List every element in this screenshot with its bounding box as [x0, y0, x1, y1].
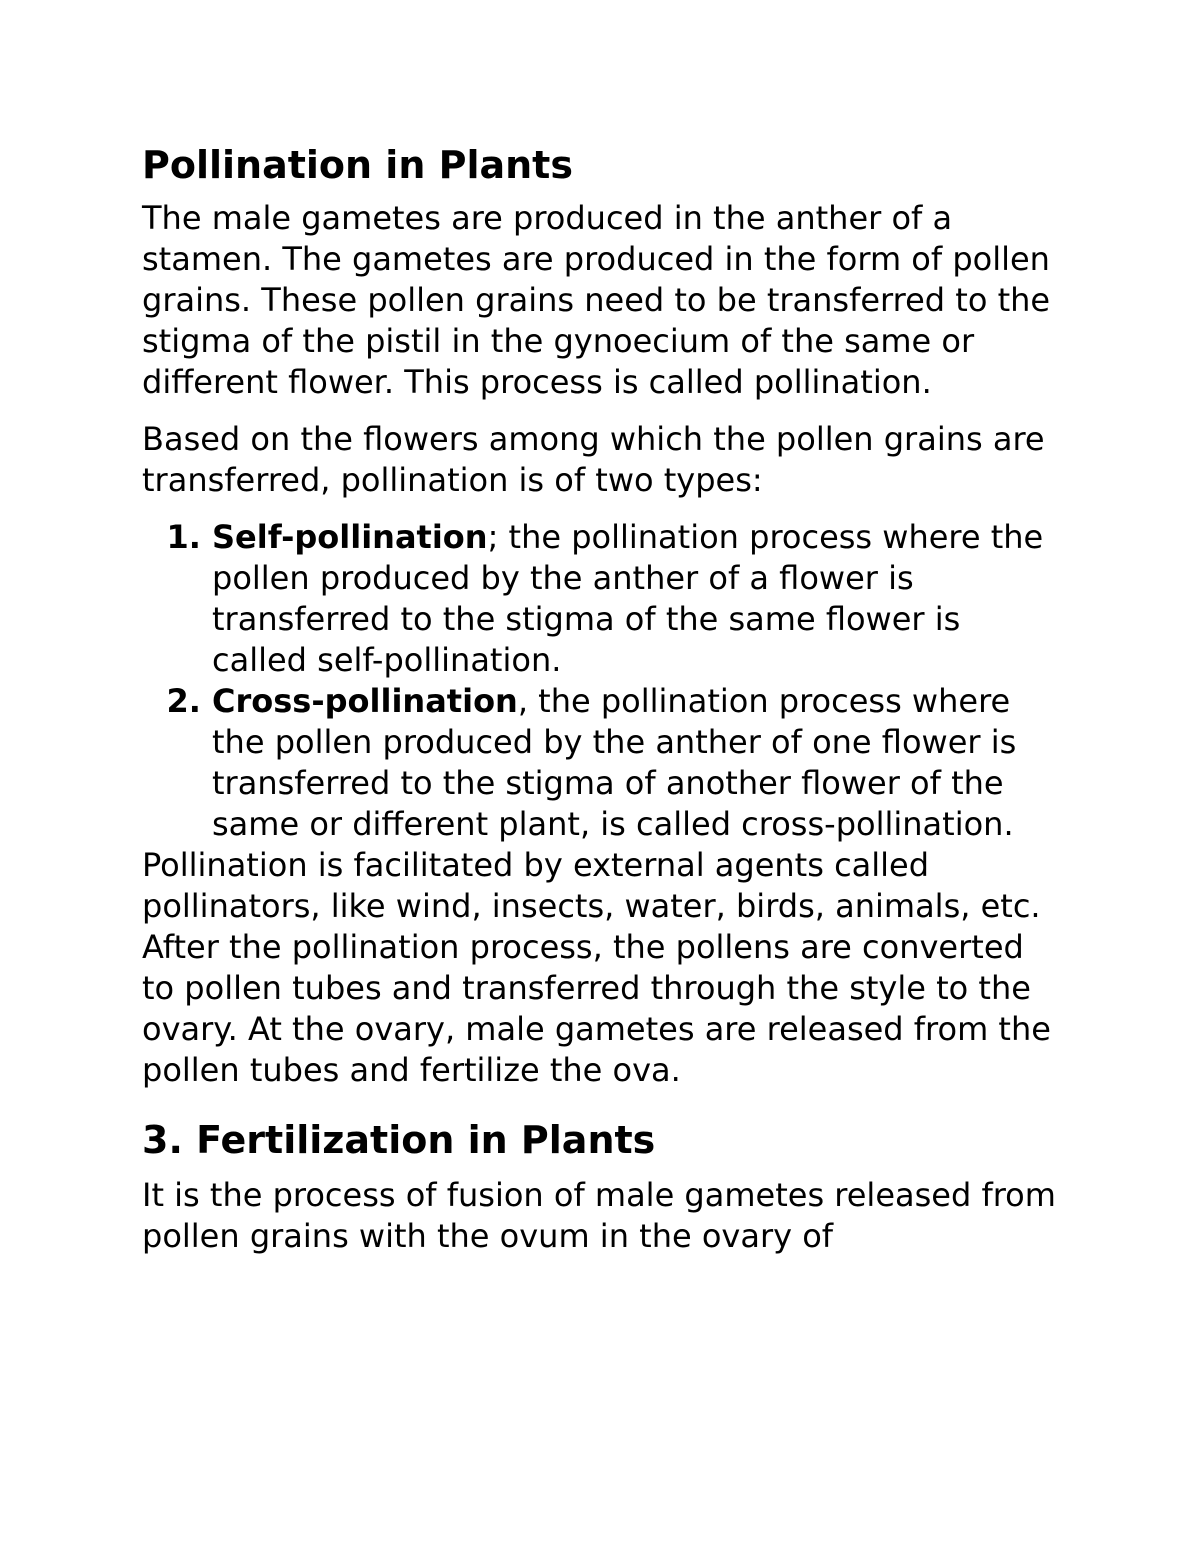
description-self-pollination: ; the pollination process where the pollen produced by the anther of a flower is transferred to the stigma of the same flower is called self-pollination. — [212, 518, 1044, 679]
fertilization-paragraph: It is the process of fusion of male gametes released from pollen grains with the ovum in the ovary of — [142, 1176, 1056, 1255]
section-heading-fertilization: 3. Fertilization in Plants — [142, 1118, 656, 1162]
list-item-cross-pollination — [212, 681, 1062, 845]
intro-paragraph: The male gametes are produced in the anther of a stamen. The gametes are produced in the form of pollen grains. These pollen grains need to be transferred to the stigma of the pistil in the gynoecium of the same or different flower. This process is called pollination. — [142, 199, 1051, 401]
pollination-types-list — [142, 517, 1062, 845]
term-cross-pollination: Cross-pollination — [212, 682, 518, 720]
description-cross-pollination: , the pollination process where the pollen produced by the anther of one flower is transferred to the stigma of another flower of the same or different plant, is called cross-pollination. — [212, 682, 1017, 843]
document-page — [142, 140, 1062, 1257]
list-item-self-pollination — [212, 517, 1062, 681]
term-self-pollination: Self-pollination — [212, 518, 488, 556]
pollinators-paragraph: Pollination is facilitated by external agents called pollinators, like wind, insects, water, birds, animals, etc. After the pollination process, the pollens are converted to pollen tubes and transferred through the style to the ovary. At the ovary, male gametes are released from the pollen tubes and fertilize the ova. — [142, 846, 1051, 1089]
types-paragraph: Based on the flowers among which the pollen grains are transferred, pollination is of two types: — [142, 420, 1045, 499]
page-title: Pollination in Plants — [142, 143, 573, 187]
